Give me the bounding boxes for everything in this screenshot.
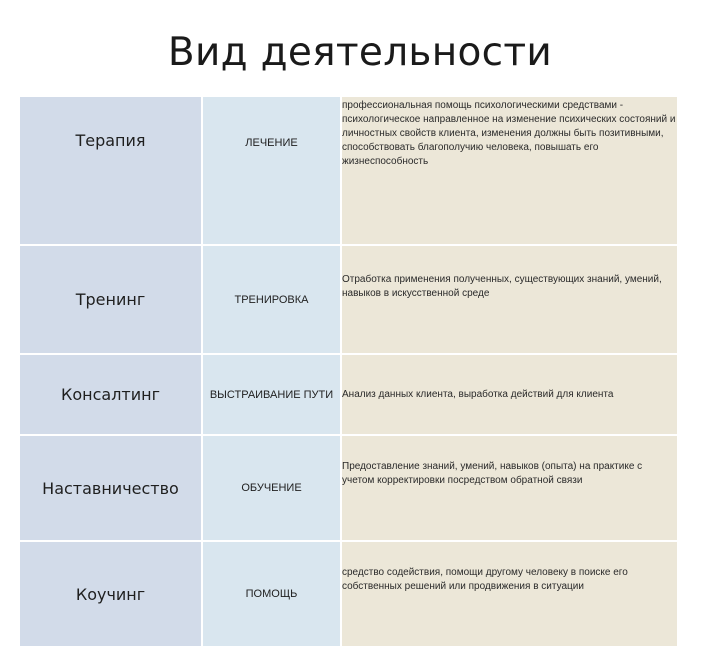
activity-name: Консалтинг — [20, 354, 202, 435]
activity-goal: ОБУЧЕНИЕ — [202, 435, 341, 541]
activity-goal: ТРЕНИРОВКА — [202, 245, 341, 354]
activity-goal: ВЫСТРАИВАНИЕ ПУТИ — [202, 354, 341, 435]
activity-description: Анализ данных клиента, выработка действий для клиента — [341, 354, 678, 435]
activity-name: Терапия — [20, 97, 202, 245]
activity-description: профессиональная помощь психологическими средствами - психологическое направленное на изменение психических состояний и личностных свойств клиента, изменения должны быть позитивными, способствовать благополучию человека, повышать его жизнеспособность — [341, 97, 678, 245]
activity-name: Тренинг — [20, 245, 202, 354]
table-row — [20, 97, 678, 245]
activities-table — [20, 97, 679, 648]
table-row — [20, 435, 678, 541]
activity-description: средство содействия, помощи другому человеку в поиске его собственных решений или продвижения в ситуации — [341, 541, 678, 647]
table-row — [20, 541, 678, 647]
activity-goal: ЛЕЧЕНИЕ — [202, 97, 341, 245]
activity-goal: ПОМОЩЬ — [202, 541, 341, 647]
activity-description: Предоставление знаний, умений, навыков (опыта) на практике с учетом корректировки посредством обратной связи — [341, 435, 678, 541]
table-row — [20, 354, 678, 435]
activity-name: Наставничество — [20, 435, 202, 541]
activity-name: Коучинг — [20, 541, 202, 647]
table-row — [20, 245, 678, 354]
activity-description: Отработка применения полученных, существующих знаний, умений, навыков в искусственной среде — [341, 245, 678, 354]
page-title: Вид деятельности — [167, 30, 553, 75]
